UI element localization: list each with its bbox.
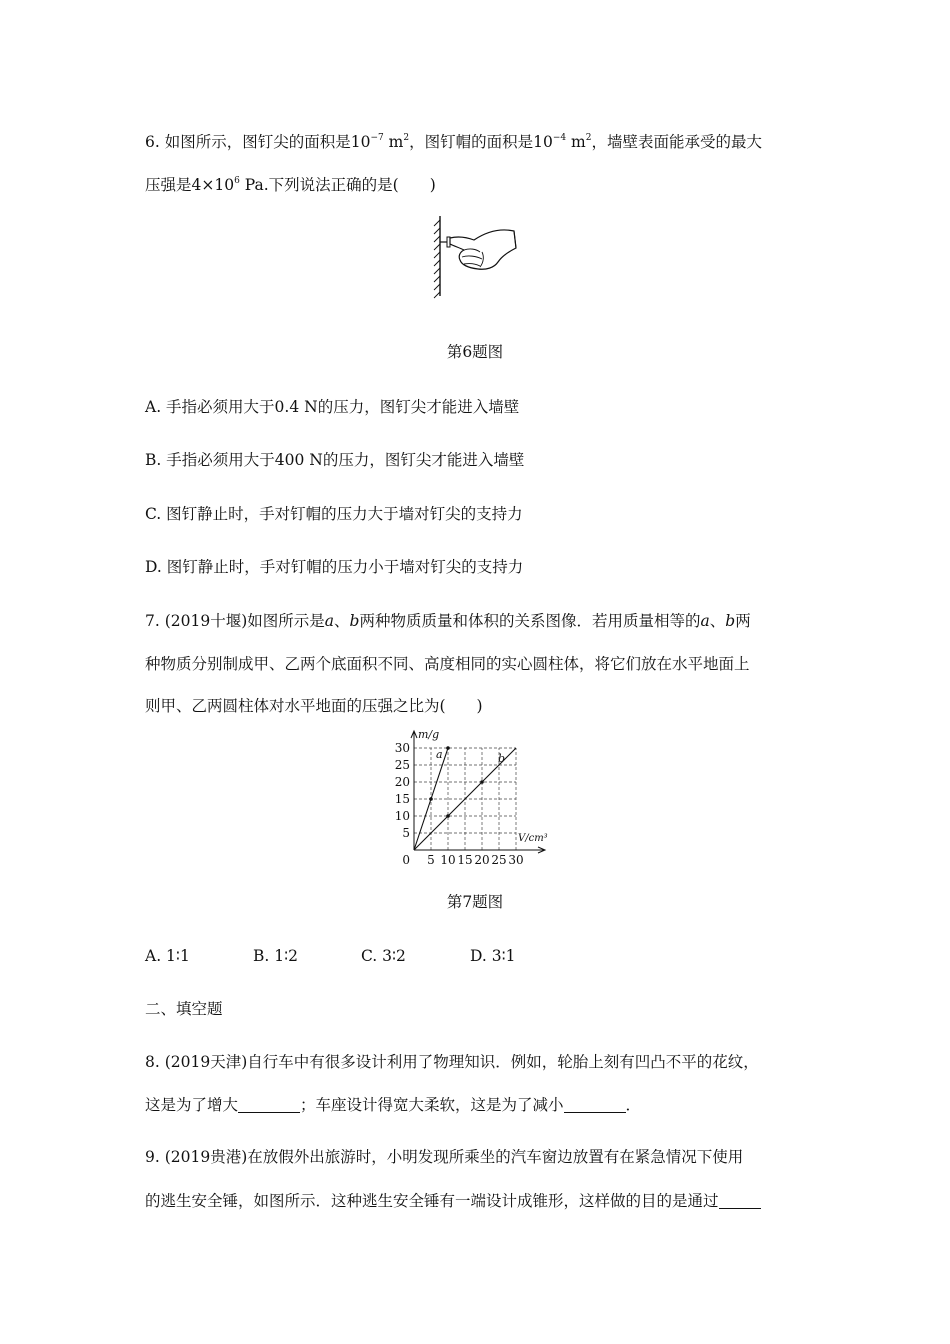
y-axis-label: m/g	[418, 728, 440, 741]
q6-option-d: D. 图钉静止时，手对钉帽的压力小于墙对钉尖的支持力	[145, 558, 524, 576]
y-tick-label: 5	[402, 826, 410, 840]
series-label-b: b	[498, 752, 506, 765]
x-tick-label: 25	[491, 853, 507, 867]
q6-option-c: C. 图钉静止时，手对钉帽的压力大于墙对钉尖的支持力	[145, 505, 523, 523]
x-tick-label: 30	[508, 853, 524, 867]
q9-line-2: 的逃生安全锤，如图所示．这种逃生安全锤有一端设计成锥形，这样做的目的是通过	[145, 1191, 761, 1211]
q6-figure-caption: 第6题图	[446, 343, 504, 361]
x-tick-label: 15	[457, 853, 473, 867]
q6-line-1: 6. 如图所示，图钉尖的面积是$10^{-7}$ $m^2$，图钉帽的面积是$10^{-4}$ $m^2$，墙壁表面能承受的最大	[145, 133, 762, 151]
q7-option-b: B. 1∶2	[253, 947, 299, 965]
y-tick-label: 20	[394, 775, 410, 789]
series-point-a	[429, 797, 433, 801]
x-tick-label: 10	[440, 853, 456, 867]
q6-line-2: 压强是$4\times 10^6$ Pa.下列说法正确的是( )	[145, 176, 436, 194]
x-tick-label: 0	[402, 853, 410, 867]
x-tick-label: 5	[427, 853, 435, 867]
y-tick-label: 25	[394, 758, 410, 772]
series-point-a	[446, 746, 450, 750]
chart-axes	[411, 728, 548, 853]
y-tick-label: 15	[394, 792, 410, 806]
x-tick-label: 20	[474, 853, 490, 867]
q7-option-a: A. 1∶1	[145, 947, 190, 965]
q8-line-1: 8. (2019天津)自行车中有很多设计利用了物理知识．例如，轮胎上刻有凹凸不平的花纹，	[145, 1053, 759, 1071]
q6-option-b: B. 手指必须用大于400 N的压力，图钉尖才能进入墙壁	[145, 451, 525, 469]
q7-figure-caption: 第7题图	[446, 893, 504, 911]
q7-option-c: C. 3∶2	[361, 947, 406, 965]
y-tick-label: 30	[394, 741, 410, 755]
q7-line-1: 7. (2019十堰)如图所示是a、b两种物质质量和体积的关系图像．若用质量相等的a、b两	[145, 612, 751, 630]
series-point-b	[480, 780, 484, 784]
q7-option-d: D. 3∶1	[470, 947, 516, 965]
section-heading: 二、填空题	[145, 1000, 223, 1018]
q8-line-2: 这是为了增大 ；车座设计得宽大柔软，这是为了减小 ．	[145, 1096, 642, 1114]
x-axis-label: V/cm³	[518, 833, 548, 844]
series-point-b	[446, 814, 450, 818]
q9-blank-1[interactable]	[719, 1192, 761, 1209]
q7-line-3: 则甲、乙两圆柱体对水平地面的压强之比为( )	[145, 697, 483, 715]
series-label-a: a	[436, 748, 443, 761]
y-tick-label: 10	[394, 809, 410, 823]
q8-blank-1[interactable]	[238, 1096, 300, 1113]
q6-option-a: A. 手指必须用大于0.4 N的压力，图钉尖才能进入墙壁	[145, 398, 520, 416]
q6-number: 6.	[145, 133, 160, 151]
q9-line-1: 9. (2019贵港)在放假外出旅游时，小明发现所乘坐的汽车窗边放置有在紧急情况下使用	[145, 1148, 744, 1166]
q6-figure-thumbtack	[430, 212, 525, 300]
q7-chart	[370, 728, 570, 868]
q8-blank-2[interactable]	[564, 1096, 626, 1113]
q7-line-2: 种物质分别制成甲、乙两个底面积不同、高度相同的实心圆柱体，将它们放在水平地面上	[145, 655, 750, 673]
